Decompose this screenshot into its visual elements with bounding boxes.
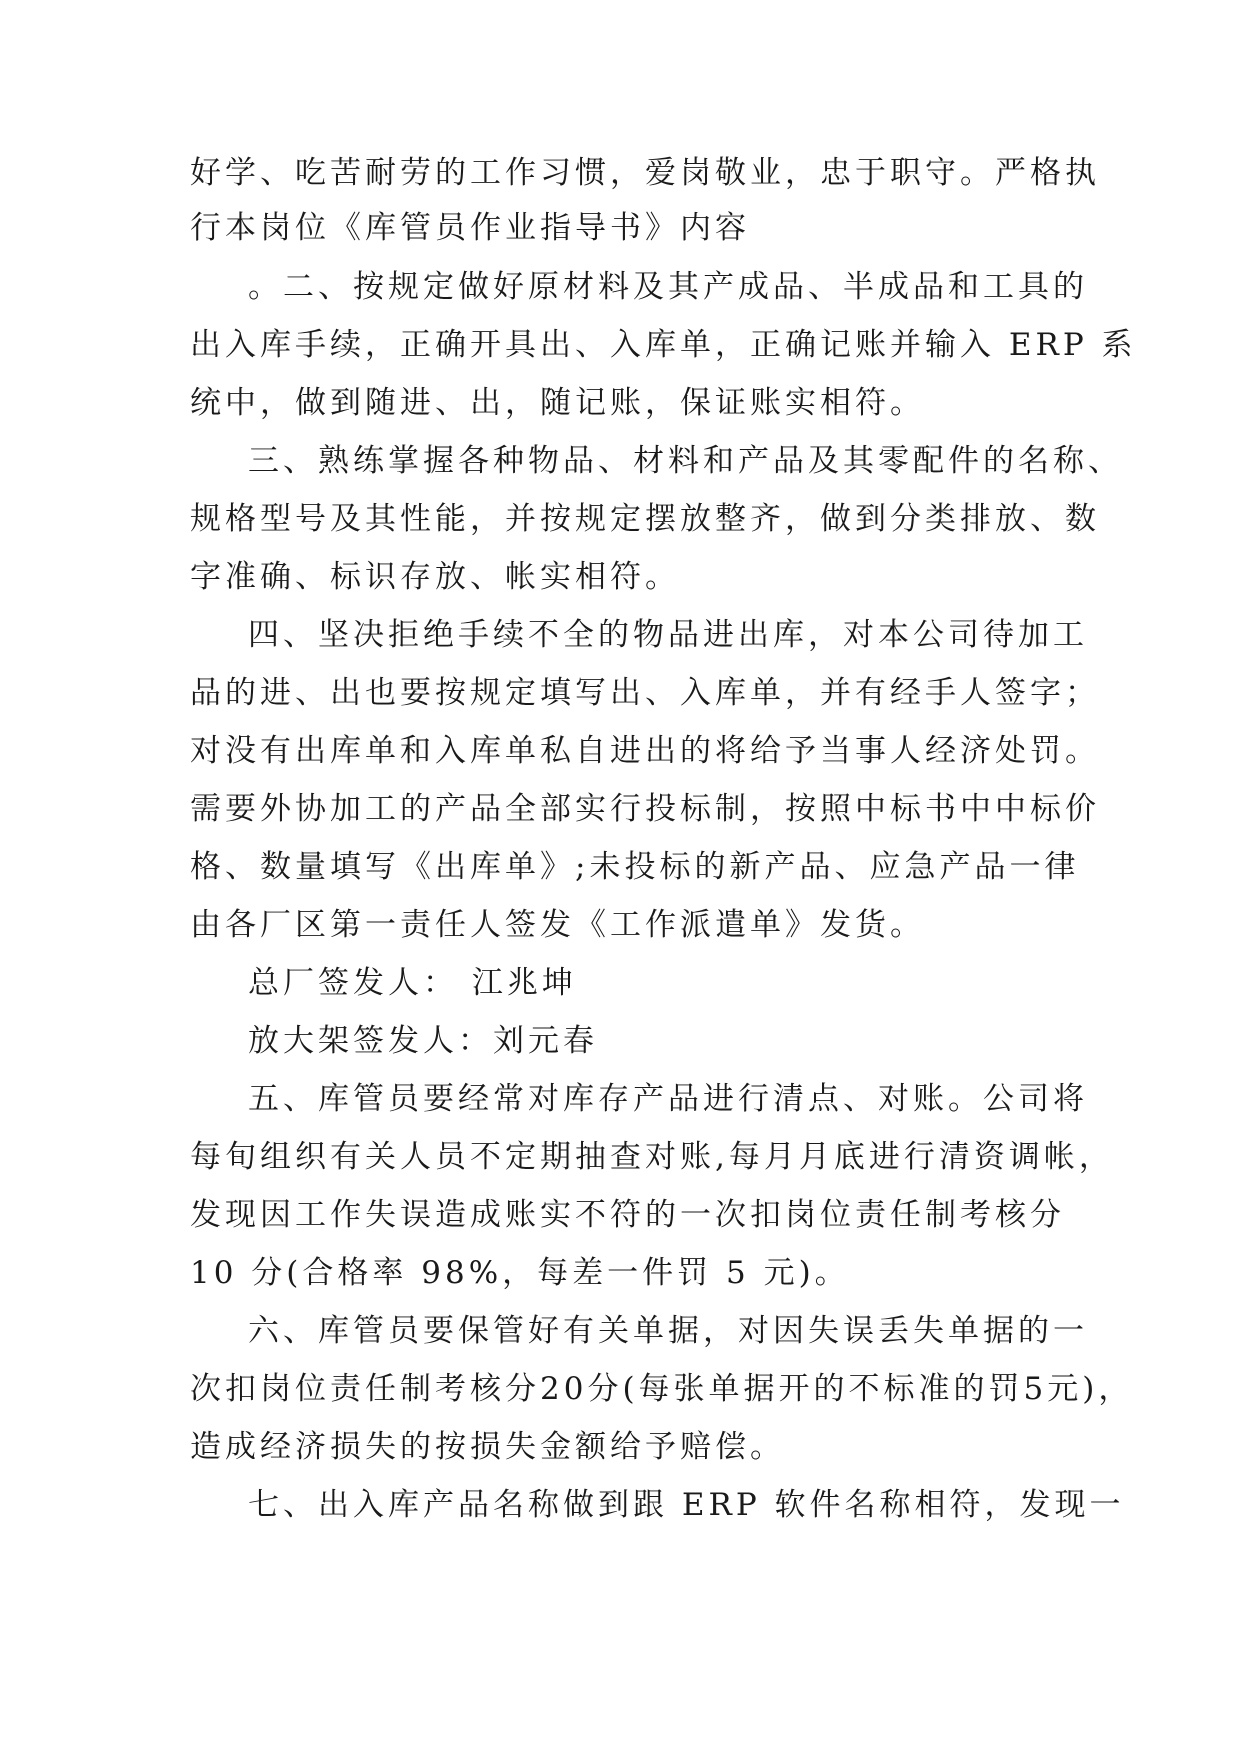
text-line: 每旬组织有关人员不定期抽查对账,每月月底进行清资调帐， [190,1139,1114,1175]
text-line: 由各厂区第一责任人签发《工作派遣单》发货。 [190,907,925,943]
text-line: 发现因工作失误造成账实不符的一次扣岗位责任制考核分 [190,1197,1065,1233]
text-line: 五、库管员要经常对库存产品进行清点、对账。公司将 [248,1081,1088,1117]
text-line: 对没有出库单和入库单私自进出的将给予当事人经济处罚。 [190,733,1100,769]
text-line: 出入库手续，正确开具出、入库单，正确记账并输入 ERP 系 [190,327,1137,363]
text-line: 统中，做到随进、出，随记账，保证账实相符。 [190,385,925,421]
text-line: 总厂签发人： 江兆坤 [248,965,577,1001]
text-line: 字准确、标识存放、帐实相符。 [190,559,680,595]
text-line: 四、坚决拒绝手续不全的物品进出库，对本公司待加工 [248,617,1088,653]
text-line: 好学、吃苦耐劳的工作习惯，爱岗敬业，忠于职守。严格执 [190,155,1100,191]
text-line: 七、出入库产品名称做到跟 ERP 软件名称相符，发现一 [248,1487,1125,1523]
text-line: 品的进、出也要按规定填写出、入库单，并有经手人签字； [190,675,1100,711]
text-line: 造成经济损失的按损失金额给予赔偿。 [190,1429,785,1465]
text-line: 三、熟练掌握各种物品、材料和产品及其零配件的名称、 [248,443,1123,479]
text-line: 格、数量填写《出库单》;未投标的新产品、应急产品一律 [190,849,1080,885]
text-line: 。二、按规定做好原材料及其产成品、半成品和工具的 [248,269,1088,305]
text-line: 需要外协加工的产品全部实行投标制，按照中标书中中标价 [190,791,1100,827]
text-line: 规格型号及其性能，并按规定摆放整齐，做到分类排放、数 [190,501,1100,537]
text-line: 行本岗位《库管员作业指导书》内容 [190,210,750,246]
text-line: 放大架签发人：刘元春 [248,1023,598,1059]
text-line: 六、库管员要保管好有关单据，对因失误丢失单据的一 [248,1313,1088,1349]
text-line: 10 分(合格率 98%，每差一件罚 5 元)。 [190,1255,850,1291]
text-line: 次扣岗位责任制考核分20分(每张单据开的不标准的罚5元)， [190,1371,1134,1407]
